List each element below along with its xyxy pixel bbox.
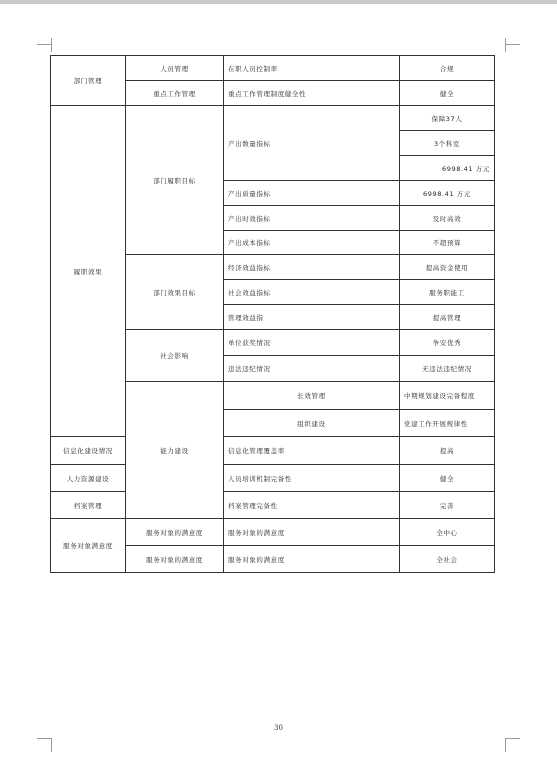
indicator-cell: 档案管理完备性 <box>224 492 400 519</box>
value-cell: 及时高效 <box>400 206 495 231</box>
value-cell: 6998.41 万元 <box>400 181 495 206</box>
indicator-cell: 中期规划建设完备程度 <box>400 382 495 410</box>
table-row <box>51 465 495 492</box>
table-row <box>51 492 495 519</box>
indicator-cell: 产出时效指标 <box>224 206 400 231</box>
category-cell: 履职效果 <box>51 106 126 437</box>
indicator-cell: 经济效益指标 <box>224 255 400 280</box>
subcategory-cell: 组织建设 <box>224 410 400 437</box>
category-cell: 服务对象满意度 <box>51 519 126 573</box>
value-cell: 全中心 <box>400 519 495 546</box>
table-row <box>51 56 495 81</box>
indicator-cell: 服务对象的满意度 <box>224 546 400 573</box>
indicator-cell: 产出成本指标 <box>224 231 400 255</box>
value-cell: 全社会 <box>400 546 495 573</box>
crop-mark-bottom-left-v <box>51 738 52 752</box>
value-cell: 完善 <box>400 492 495 519</box>
subcategory-cell: 人力资源建设 <box>51 465 126 492</box>
subcategory-cell: 重点工作管理 <box>126 81 224 106</box>
subcategory-cell: 部门效果目标 <box>126 255 224 330</box>
category-cell: 能力建设 <box>126 382 224 519</box>
subcategory-cell: 信息化建设情况 <box>51 437 126 465</box>
indicator-cell: 单位获奖情况 <box>224 330 400 356</box>
indicator-cell: 在职人员控制率 <box>224 56 400 81</box>
subcategory-cell: 服务对象的满意度 <box>126 519 224 546</box>
viewer-top-bar <box>0 0 557 4</box>
indicator-cell: 党建工作开展规律性 <box>400 410 495 437</box>
indicator-cell: 信息化管理覆盖率 <box>224 437 400 465</box>
indicator-cell: 服务对象的满意度 <box>224 519 400 546</box>
indicator-cell: 人员培训机制完备性 <box>224 465 400 492</box>
subcategory-cell: 服务对象的满意度 <box>126 546 224 573</box>
subcategory-cell: 长效管理 <box>224 382 400 410</box>
subcategory-cell: 社会影响 <box>126 330 224 382</box>
crop-mark-top-left-v <box>51 38 52 52</box>
value-cell: 提高管理 <box>400 305 495 330</box>
indicator-cell: 重点工作管理制度健全性 <box>224 81 400 106</box>
crop-mark-bottom-right-v <box>505 738 506 752</box>
value-cell: 健全 <box>400 81 495 106</box>
value-cell: 健全 <box>400 465 495 492</box>
value-cell: 6998.41 万元 <box>400 156 495 181</box>
indicator-cell: 管理效益指 <box>224 305 400 330</box>
value-cell: 服务职能工 <box>400 280 495 305</box>
value-cell: 无违法违纪情况 <box>400 356 495 382</box>
crop-mark-top-left <box>37 44 51 45</box>
subcategory-cell: 人员管理 <box>126 56 224 81</box>
subcategory-cell: 档案管理 <box>51 492 126 519</box>
indicator-cell: 产出质量指标 <box>224 181 400 206</box>
category-cell: 部门管理 <box>51 56 126 106</box>
table-row <box>51 519 495 546</box>
value-cell: 保障37人 <box>400 106 495 131</box>
table-row <box>51 106 495 131</box>
subcategory-cell: 部门履职目标 <box>126 106 224 255</box>
page-number: 30 <box>274 724 283 732</box>
performance-indicator-table <box>50 55 495 573</box>
table-row <box>51 437 495 465</box>
value-cell: 提高 <box>400 437 495 465</box>
value-cell: 不超预算 <box>400 231 495 255</box>
value-cell: 提高资金使用 <box>400 255 495 280</box>
value-cell: 3个科室 <box>400 131 495 156</box>
value-cell: 合规 <box>400 56 495 81</box>
crop-mark-bottom-left <box>37 738 51 739</box>
indicator-cell: 社会效益指标 <box>224 280 400 305</box>
crop-mark-top-right <box>506 44 520 45</box>
value-cell: 争安优秀 <box>400 330 495 356</box>
indicator-cell: 违法违纪情况 <box>224 356 400 382</box>
crop-mark-bottom-right <box>506 738 520 739</box>
crop-mark-top-right-v <box>505 38 506 52</box>
indicator-cell: 产出数量指标 <box>224 106 400 181</box>
